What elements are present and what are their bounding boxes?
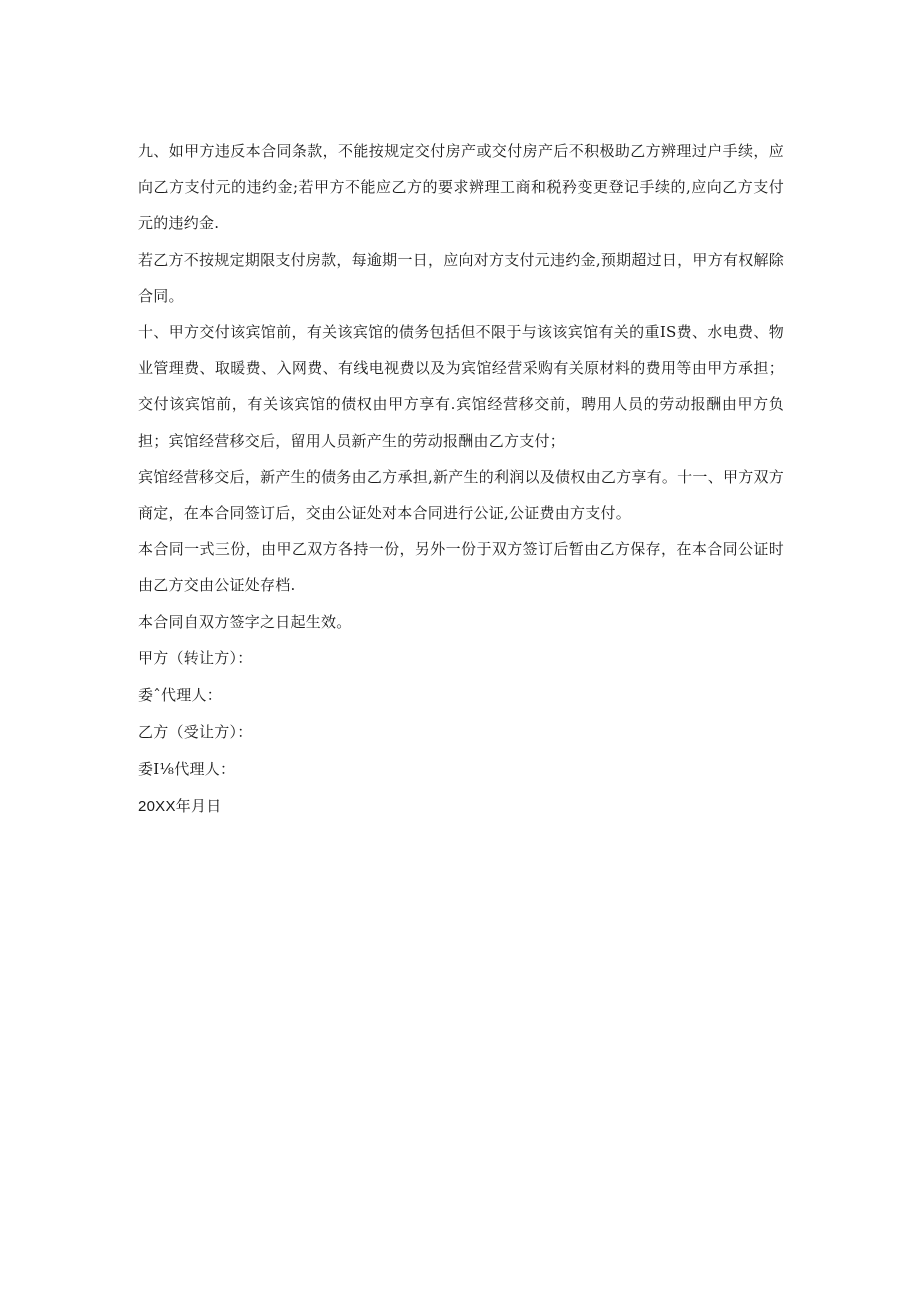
- copies-paragraph: 本合同一式三份，由甲乙双方各持一份，另外一份于双方签订后暂由乙方保存，在本合同公证时由乙方交由公证处存档.: [138, 540, 784, 595]
- effective-paragraph: 本合同自双方签字之日起生效。: [138, 612, 352, 631]
- agent-a-label: 委ˆ代理人：: [138, 685, 223, 704]
- agent-b-label: 委I⅛代理人：: [138, 759, 236, 778]
- clause-ten-paragraph: 十、甲方交付该宾馆前，有关该宾馆的债务包括但不限于与该该宾馆有关的重IS费、水电费、物业管理费、取暖费、入网费、有线电视费以及为宾馆经营采购有关原材料的费用等由甲方承担；交付该宾馆前，有关该宾馆的债权由甲方享有.宾馆经营移交前，聘用人员的劳动报酬由甲方负担；宾馆经营移交后，留用人员新产生的劳动报酬由乙方支付；: [138, 323, 784, 450]
- clause-nine-paragraph: 九、如甲方违反本合同条款，不能按规定交付房产或交付房产后不积极助乙方辨理过户手续，应向乙方支付元的违约金;若甲方不能应乙方的要求辨理工商和税矜变更登记手续的,应向乙方支付元的违约金.: [138, 142, 784, 233]
- post-handover-paragraph: 宾馆经营移交后，新产生的债务由乙方承担,新产生的利润以及债权由乙方享有。十一、甲方双方商定，在本合同签订后，交由公证处对本合同进行公证,公证费由方支付。: [138, 467, 784, 523]
- document-body: [138, 133, 784, 825]
- party-a-label: 甲方（转让方）：: [138, 648, 253, 667]
- party-b-label: 乙方（受让方）：: [138, 722, 253, 741]
- late-payment-paragraph: 若乙方不按规定期限支付房款，每逾期一日，应向对方支付元违约金,预期超过日，甲方有权解除合同。: [138, 250, 784, 305]
- signing-date: 20XX年月日: [138, 797, 222, 815]
